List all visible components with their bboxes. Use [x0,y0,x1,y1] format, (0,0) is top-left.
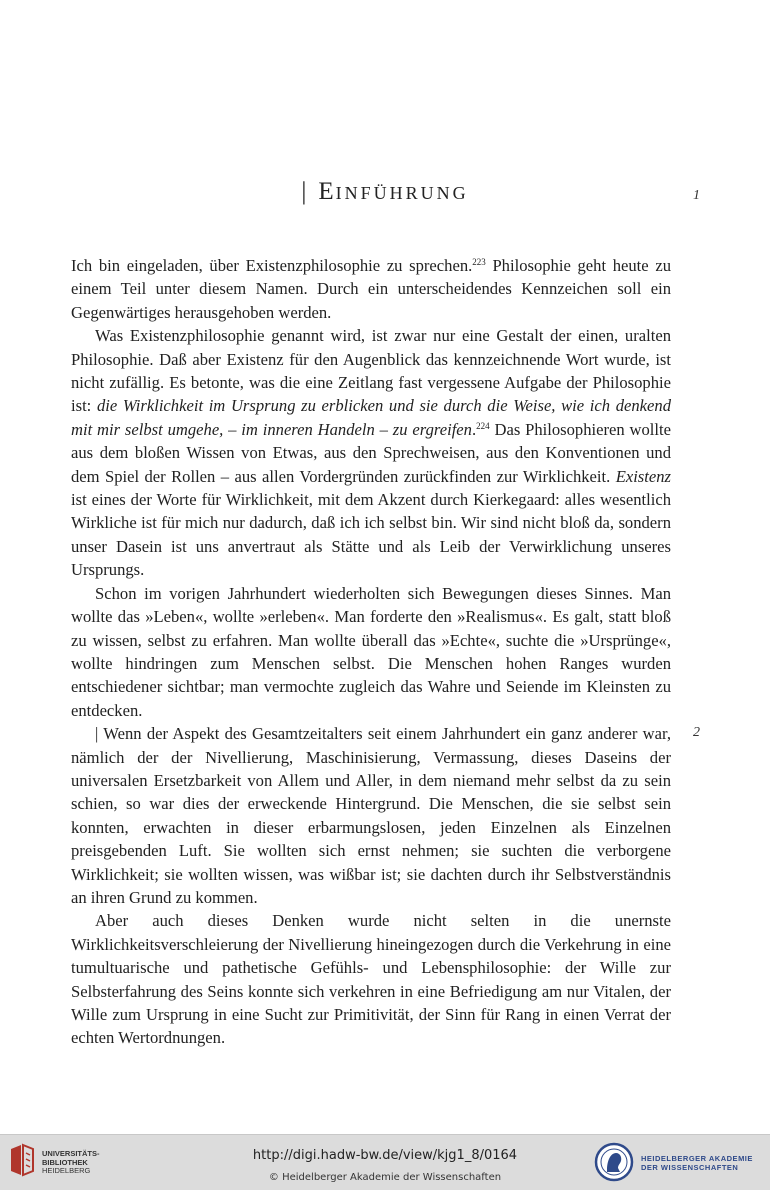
footer-bar [0,1134,770,1190]
chapter-title [0,178,770,206]
paragraph-5: Aber auch dieses Denken wurde nicht selten in die unernste Wirklichkeitsverschleierung der Nivellierung hineingezogen durch die Verkehrung in eine tumultuarische und pathetische Gefühls- und Lebensphilosophie: der Wille zur Selbsterfahrung des Seins konnte sich verkehren in eine Befriedigung am nur Vitalen, der Wille zum Ursprung in eine Sucht zur Primitivität, der Sinn für Rang in einen Verrat der echten Wertordnungen. [71,911,671,1048]
margin-page-number-2: 2 [693,725,700,740]
emphasis-text: die Wirklichkeit im Ursprung zu erblicken und sie durch die Weise, wie ich denkend mit mir selbst umgehe, – im inneren Handeln – zu ergreifen [71,396,672,439]
footnote-ref-223: 223 [472,257,486,267]
body-text [71,254,671,1050]
university-library-name: UNIVERSITÄTS- BIBLIOTHEK HEIDELBERG [42,1149,100,1175]
paragraph-3: Schon im vorigen Jahrhundert wiederholten sich Bewegungen dieses Sinnes. Man wollte das »Leben«, wollte »erleben«. Man forderte den »Realismus«. Es galt, statt bloß zu wissen, selbst zu erfahren. Man wollte überall das »Echte«, suchte die »Ursprünge«, wollte hindringen zum Menschen selbst. Die Menschen hohen Ranges wurden entschiedener sichtbar; man vermochte zugleich das Wahre und Seiende im Kleinsten zu entdecken. [71,583,671,720]
page-break-marker: | [301,178,309,205]
margin-page-number-1: 1 [693,188,700,203]
paragraph-4: | Wenn der Aspekt des Gesamtzeitalters seit einem Jahrhundert ein ganz anderer war, nämlich der der Nivellierung, Maschinisierung, Vermassung, dieses Daseins der universalen Ersetzbarkeit von Allem und Aller, in dem niemand mehr selbst da zu sein schien, so war dies der erweckende Hintergrund. Die Menschen, die sie selbst sein konnten, erwachten in dieser erbarmungslosen, jeden Einzelnen als Einzelnen preisgebenden Luft. Sie wollten sich ernst nehmen; sie suchten die verborgene Wirklichkeit; sie wollten wissen, was wißbar ist; sie dachten durch ihr Selbstverständnis an ihren Grund zu kommen. [71,724,671,907]
emphasis-existenz: Existenz [615,466,671,486]
copyright-notice: © Heidelberger Akademie der Wissenschaften [268,1172,502,1183]
permalink-url[interactable]: http://digi.hadw-bw.de/view/kjg1_8/0164 [252,1148,518,1163]
footnote-ref-224: 224 [476,420,490,431]
title-rest: INFÜHRUNG [335,183,469,203]
academy-seal-icon [594,1142,634,1182]
paragraph-2: Was Existenzphilosophie genannt wird, ist zwar nur eine Gestalt der einen, uralten Philosophie. Daß aber Existenz für den Augenblick das kennzeichnende Wort wurde, ist nicht zufällig. Es betonte, was die eine Zeitlang fast vergessene Aufgabe der Philosophie ist: die Wirklichkeit im Ursprung zu erblicken und sie durch die Weise, wie ich denkend mit mir selbst umgehe, – im inneren Handeln – zu ergreifen.$^{224}$ Das Philosophieren wollte aus dem bloßen Wissen von Etwas, aus den Sprechweisen, aus den Konventionen und dem Spiel der Rollen – aus allen Vordergründen zurückfinden zur Wirklichkeit. Existenz ist eines der Worte für Wirklichkeit, mit dem Akzent durch Kierkegaard: alles wesentlich Wirkliche ist für mich nur dadurch, daß ich ich selbst bin. Wir sind nicht bloß da, sondern unser Dasein ist uns anvertraut als Stätte und als Leib der Verwirklichung unseres Ursprungs. [71,326,672,580]
academy-name: HEIDELBERGER AKADEMIE DER WISSENSCHAFTEN [641,1154,753,1172]
paragraph-1: Ich bin eingeladen, über Existenzphilosophie zu sprechen.$^{223}$ Philosophie geht heute zu einem Teil unter diesem Namen. Durch ein unterscheidendes Kennzeichen soll ein Gegenwärtiges herausgehoben werden. [71,256,671,322]
title-initial: E [318,178,336,205]
